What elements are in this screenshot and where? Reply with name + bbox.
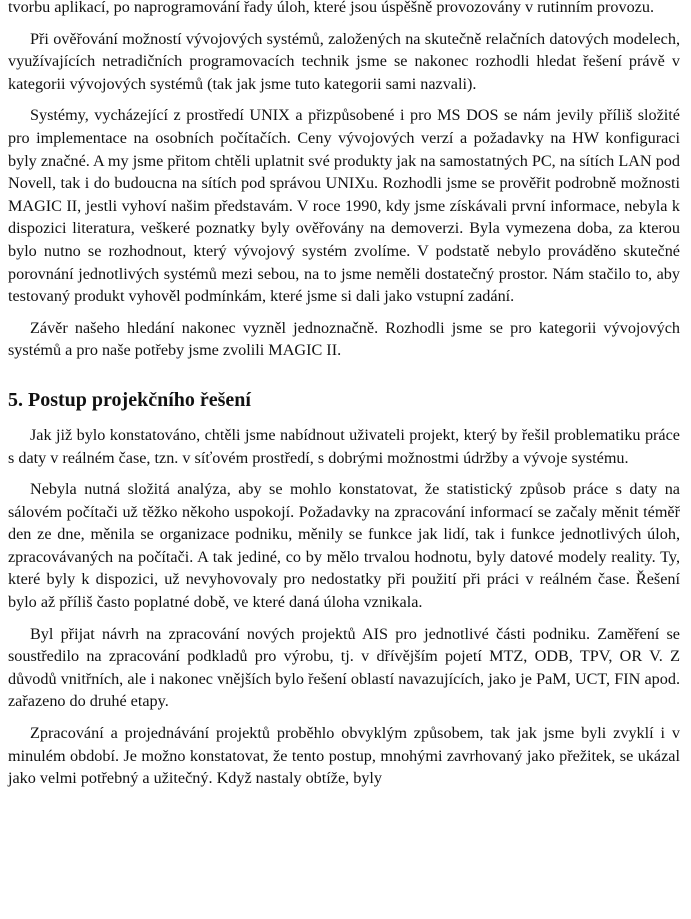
- document-page: [8, 0, 680, 790]
- paragraph: Zpracování a projednávání projektů proběhlo obvyklým způsobem, tak jak jsme byli zvyklí i v minulém období. Je možno konstatovat, že tento postup, mnohými zavrhovaný jako přežitek, se ukázal jako velmi potřebný a užitečný. Když nastaly obtíže, byly: [8, 724, 680, 788]
- paragraph: Jak již bylo konstatováno, chtěli jsme nabídnout uživateli projekt, který by řešil problematiku práce s daty v reálném čase, tzn. v síťovém prostředí, s dobrými možnostmi údržby a vývoje systému.: [8, 425, 680, 467]
- section-heading: 5. Postup projekčního řešení: [8, 388, 251, 411]
- paragraph: Systémy, vycházející z prostředí UNIX a přizpůsobené i pro MS DOS se nám jevily příliš složité pro implementace na osobních počítačích. Ceny vývojových verzí a požadavky na HW konfiguraci byly značné. A my jsme přitom chtěli uplatnit své produkty jak na samostatných PC, na sítích LAN pod Novell, tak i do budoucna na sítích pod správou UNIXu. Rozhodli jsme se prověřit podrobně možnosti MAGIC II, jestli vyhoví našim představám. V roce 1990, kdy jsme získávali první informace, nebyla k dispozici literatura, veškeré poznatky byly ověřovány na demoverzi. Byla vymezena doba, za kterou bylo nutno se rozhodnout, který vývojový systém zvolíme. V podstatě nebylo prováděno skutečné porovnání jednotlivých systémů mezi sebou, na to jsme neměli dostatečný prostor. Nám stačilo to, aby testovaný produkt vyhověl podmínkám, které jsme si dali jako vstupní zadání.: [8, 106, 680, 306]
- paragraph: Nebyla nutná složitá analýza, aby se mohlo konstatovat, že statistický způsob práce s daty na sálovém počítači už těžko někoho uspokojí. Požadavky na zpracování informací se začaly měnit téměř den ze dne, měnila se organizace podniku, měnily se funkce jak lidí, tak i funkce jednotlivých úloh, zpracovávaných na počítači. A tak jediné, co by mělo trvalou hodnotu, byly datové modely reality. Ty, které byly k dispozici, už nevyhovovaly pro nedostatky při použití při práci v reálném čase. Řešení bylo až příliš často poplatné době, ve které daná úloha vznikala.: [8, 480, 680, 612]
- paragraph: Byl přijat návrh na zpracování nových projektů AIS pro jednotlivé části podniku. Zaměření se soustředilo na zpracování podkladů pro výrobu, tj. v dřívějším pojetí MTZ, ODB, TPV, OR V. Z důvodů vnitřních, ale i nakonec vnějších bylo řešení oblastí navazujících, jako je PaM, UCT, FIN apod. zařazeno do druhé etapy.: [8, 624, 680, 711]
- paragraph-continued: tvorbu aplikací, po naprogramování řady úloh, které jsou úspěšně provozovány v rutinním provozu.: [8, 0, 654, 16]
- paragraph: Při ověřování možností vývojových systémů, založených na skutečně relačních datových modelech, využívajících netradičních programovacích technik jsme se nakonec rozhodli hledat řešení právě v kategorii vývojových systémů (tak jak jsme tuto kategorii sami nazvali).: [8, 29, 680, 93]
- paragraph: Závěr našeho hledání nakonec vyzněl jednoznačně. Rozhodli jsme se pro kategorii vývojových systémů a pro naše potřeby jsme zvolili MAGIC II.: [8, 318, 680, 360]
